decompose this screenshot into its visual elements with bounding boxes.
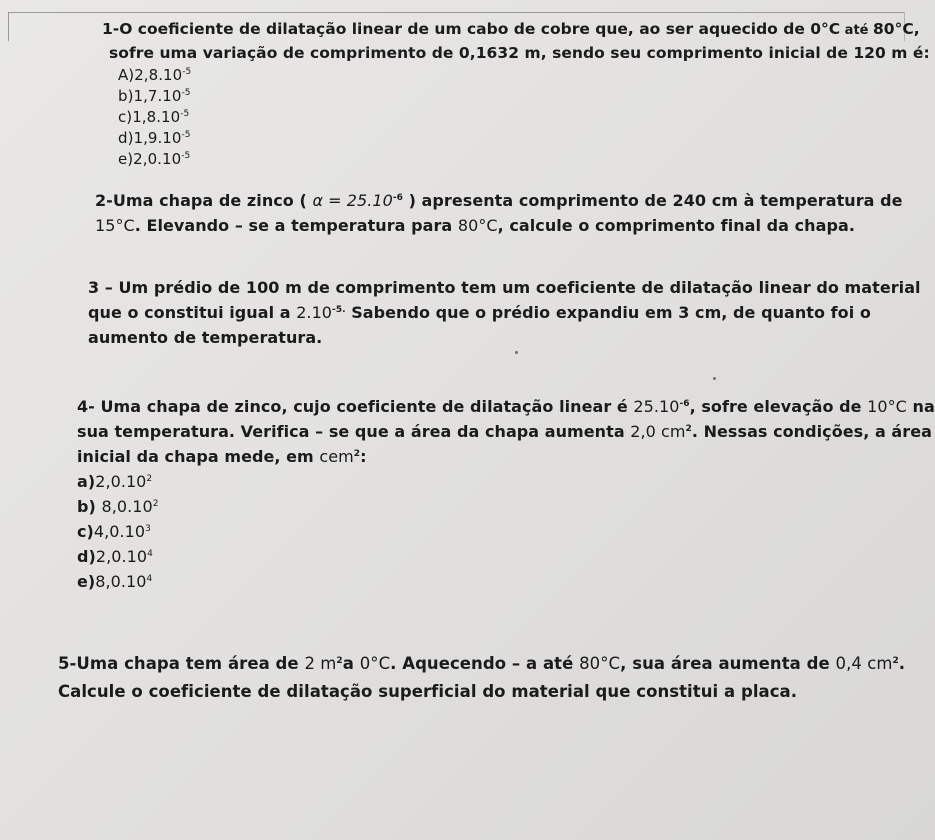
- q4-option-b-value: 8,0.10: [101, 497, 153, 516]
- q2-alpha-value: α = 25.10: [312, 191, 393, 210]
- q4-text-f: inicial da chapa mede, em: [77, 447, 320, 466]
- question-4-options: [77, 469, 935, 594]
- q4-area-exponent: 2: [685, 424, 692, 434]
- q4-option-b-exponent: 2: [152, 499, 159, 509]
- q5-text-line2: Calcule o coeficiente de dilatação superficial do material que constitui a placa.: [58, 682, 798, 701]
- q1-text-b: até: [840, 23, 874, 38]
- q4-option-d-exponent: 4: [147, 549, 153, 559]
- q2-text-b: ) apresenta comprimento de 240 cm à temperatura de: [402, 191, 903, 210]
- q2-text-d: , calcule o comprimento final da chapa.: [497, 216, 855, 235]
- q4-option-e-value: 8,0.10: [95, 572, 147, 591]
- question-4: [77, 394, 935, 594]
- q4-option-d: [77, 544, 935, 569]
- q4-text-g: :: [360, 447, 367, 466]
- q1-option-d-text: d)1,9.10: [118, 129, 182, 147]
- q1-option-a: [118, 65, 930, 86]
- q5-area-exponent: 2: [336, 656, 343, 666]
- q4-option-a: [77, 469, 935, 494]
- q4-coefficient: 25.10: [633, 397, 680, 416]
- q2-text-a: 2-Uma chapa de zinco (: [95, 191, 313, 210]
- question-3-line-2: [88, 300, 921, 325]
- q2-temp-initial: 15°C: [95, 216, 135, 235]
- q5-text-b: a: [342, 654, 360, 673]
- q4-option-c-value: 4,0.10: [93, 522, 146, 541]
- question-4-line-2: [77, 419, 935, 444]
- question-3: [88, 275, 921, 350]
- q3-text-b: Sabendo que o prédio expandiu em 3 cm, de quanto foi o: [345, 303, 871, 322]
- q4-temperature: 10°C: [867, 397, 907, 416]
- q4-option-a-value: 2,0.10: [95, 472, 147, 491]
- q1-text-a: 1-O coeficiente de dilatação linear de um cabo de cobre que, ao ser aquecido de: [102, 20, 811, 38]
- q1-option-b-text: b)1,7.10: [118, 87, 182, 105]
- paper-speck: [515, 351, 518, 354]
- q1-option-a-exponent: -5: [182, 67, 192, 77]
- q4-option-a-label: a): [77, 472, 96, 491]
- q5-area-increase-exponent: 2: [892, 656, 899, 666]
- q3-text-a: que o constitui igual a: [88, 303, 297, 322]
- q1-text-line2: sofre uma variação de comprimento de 0,1632 m, sendo seu comprimento inicial de 120 m é:: [109, 44, 930, 62]
- q5-text-c: . Aquecendo – a até: [390, 654, 580, 673]
- question-3-line-1: [88, 275, 921, 300]
- q4-option-c-label: c): [77, 522, 94, 541]
- question-1: [102, 18, 930, 170]
- q1-option-e-exponent: -5: [181, 151, 191, 161]
- q2-text-c: . Elevando – se a temperatura para: [134, 216, 458, 235]
- q3-coefficient: 2.10: [296, 303, 333, 322]
- question-4-line-1: [77, 394, 935, 419]
- paper-speck: [713, 377, 716, 380]
- q4-text-e: . Nessas condições, a área: [691, 422, 932, 441]
- q1-option-d: [118, 128, 930, 149]
- q1-option-c-text: c)1,8.10: [118, 108, 181, 126]
- q1-option-e-text: e)2,0.10: [118, 150, 182, 168]
- question-2-line-2: [95, 213, 903, 238]
- q5-text-d: , sua área aumenta de: [620, 654, 836, 673]
- q4-text-d: sua temperatura. Verifica – se que a área da chapa aumenta: [77, 422, 631, 441]
- q2-alpha-exponent: -6: [392, 193, 403, 203]
- question-1-line-2: [109, 42, 930, 64]
- q4-unit-exponent: 2: [353, 449, 361, 459]
- q1-option-b-exponent: -5: [181, 88, 191, 98]
- q4-unit: cem: [319, 447, 354, 466]
- q3-text-line3: aumento de temperatura.: [88, 328, 323, 347]
- q4-option-c: [77, 519, 935, 544]
- q2-temp-final: 80°C: [457, 216, 498, 235]
- question-3-line-3: [88, 325, 921, 350]
- q4-option-e: [77, 569, 935, 594]
- q4-option-c-exponent: 3: [145, 524, 151, 534]
- question-5: [58, 650, 905, 706]
- q4-option-d-label: d): [77, 547, 96, 566]
- q4-option-d-value: 2,0.10: [95, 547, 148, 566]
- q1-option-c: [118, 107, 930, 128]
- question-4-line-3: [77, 444, 935, 469]
- q3-text-line1: 3 – Um prédio de 100 m de comprimento tem um coeficiente de dilatação linear do material: [88, 278, 921, 297]
- q5-temp-final: 80°C: [579, 654, 621, 673]
- question-5-line-2: [58, 678, 905, 706]
- q5-area: 2 m: [304, 654, 337, 673]
- q4-option-b-label: b): [77, 497, 102, 516]
- q4-coefficient-exponent: -6: [679, 399, 690, 409]
- q4-option-a-exponent: 2: [146, 474, 153, 484]
- q4-option-e-label: e): [77, 572, 96, 591]
- q1-option-e: [118, 149, 930, 170]
- q1-temp-final: 80°C,: [873, 20, 920, 38]
- question-5-line-1: [58, 650, 905, 678]
- q5-temp-initial: 0°C: [359, 654, 391, 673]
- question-1-options: [118, 65, 930, 170]
- q4-option-b: [77, 494, 935, 519]
- q5-text-e: .: [898, 654, 906, 673]
- question-2-line-1: [95, 188, 903, 213]
- question-2: [95, 188, 903, 238]
- q4-area-increase: 2,0 cm: [630, 422, 686, 441]
- q5-text-a: 5-Uma chapa tem área de: [58, 654, 305, 673]
- q1-option-d-exponent: -5: [181, 130, 191, 140]
- q1-option-c-exponent: -5: [180, 109, 190, 119]
- q1-option-a-text: A)2,8.10: [118, 66, 183, 84]
- q4-text-c: na: [906, 397, 935, 416]
- q1-temp-initial: 0°C: [810, 20, 841, 38]
- q5-area-increase: 0,4 cm: [835, 654, 893, 673]
- question-1-line-1: [102, 18, 930, 42]
- q1-option-b: [118, 86, 930, 107]
- q4-option-e-exponent: 4: [146, 574, 153, 584]
- q3-coefficient-exponent: -5.: [332, 305, 346, 315]
- q4-text-a: 4- Uma chapa de zinco, cujo coeficiente de dilatação linear é: [77, 397, 634, 416]
- q4-text-b: , sofre elevação de: [689, 397, 868, 416]
